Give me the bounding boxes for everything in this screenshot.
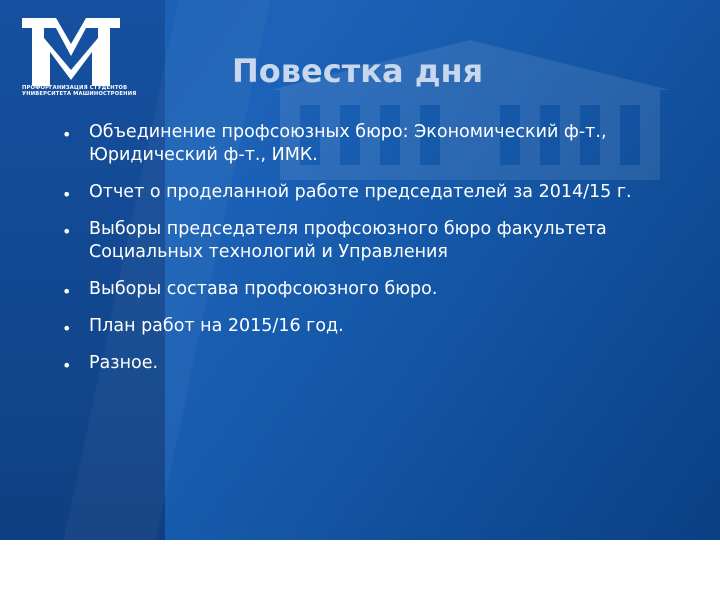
agenda-item (62, 352, 692, 375)
agenda-item (62, 121, 692, 167)
bullet-icon: • (62, 125, 72, 144)
bullet-icon: • (62, 319, 72, 338)
logo-caption-line2: УНИВЕРСИТЕТА МАШИНОСТРОЕНИЯ (22, 91, 137, 97)
union-logo-icon (22, 18, 120, 86)
agenda-item (62, 181, 692, 204)
bullet-icon: • (62, 282, 72, 301)
bullet-icon: • (62, 356, 72, 375)
agenda-item-text: Выборы состава профсоюзного бюро. (89, 279, 438, 299)
bullet-icon: • (62, 185, 72, 204)
agenda-item-text: Отчет о проделанной работе председателей за 2014/15 г. (89, 182, 632, 202)
agenda-item-text: Разное. (89, 353, 159, 373)
union-logo (22, 18, 137, 102)
bullet-icon: • (62, 222, 72, 241)
agenda-item (62, 315, 692, 338)
logo-caption (22, 85, 137, 97)
agenda-item-text: Объединение профсоюзных бюро: Экономический ф-т., Юридический ф-т., ИМК. (89, 122, 607, 165)
logo-caption-line1: ПРОФОРГАНИЗАЦИЯ СТУДЕНТОВ (22, 85, 128, 91)
agenda-item (62, 218, 692, 264)
agenda-list (62, 121, 692, 389)
agenda-item-text: Выборы председателя профсоюзного бюро факультета Социальных технологий и Управления (89, 219, 607, 262)
agenda-item-text: План работ на 2015/16 год. (89, 316, 344, 336)
agenda-item (62, 278, 692, 301)
slide-title: Повестка дня (232, 52, 484, 90)
